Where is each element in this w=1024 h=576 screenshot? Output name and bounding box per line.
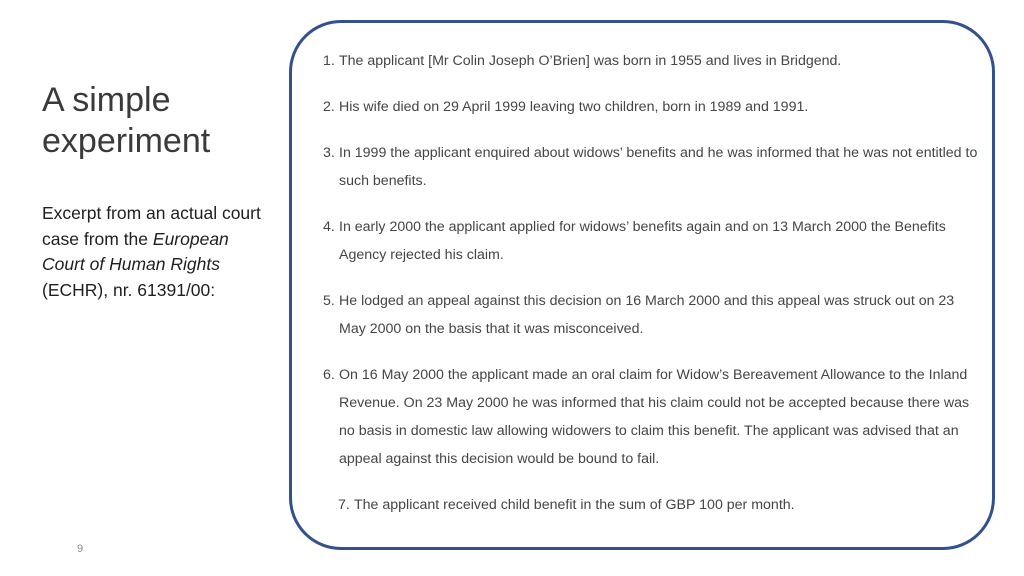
subtitle-prefix: Excerpt from an actual court case from the xyxy=(42,203,261,249)
excerpt-paragraph-7 xyxy=(338,491,983,519)
excerpt-paragraph-3 xyxy=(323,139,983,195)
excerpt-paragraph-2 xyxy=(323,93,983,121)
slide-title xyxy=(42,80,282,162)
paragraph-text: The applicant received child benefit in the sum of GBP 100 per month. xyxy=(354,497,795,513)
paragraph-number: 4. xyxy=(323,219,335,235)
slide-title-line-2: experiment xyxy=(42,122,211,160)
excerpt-paragraph-4 xyxy=(323,213,983,269)
paragraph-text: In early 2000 the applicant applied for widows’ benefits again and on 13 March 2000 the Benefits Agency rejected his claim. xyxy=(339,219,946,263)
excerpt-paragraph-1 xyxy=(323,47,983,75)
slide-subtitle xyxy=(42,201,262,303)
paragraph-number: 7. xyxy=(338,497,350,513)
paragraph-text: His wife died on 29 April 1999 leaving two children, born in 1989 and 1991. xyxy=(339,99,809,115)
excerpt-paragraph-list xyxy=(323,47,983,537)
paragraph-text: He lodged an appeal against this decision on 16 March 2000 and this appeal was struck out on 23 May 2000 on the basis that it was misconceived. xyxy=(339,293,955,337)
slide-title-line-1: A simple xyxy=(42,81,171,119)
paragraph-number: 1. xyxy=(323,53,335,69)
subtitle-court-name: European Court of Human Rights xyxy=(42,228,229,274)
paragraph-text: In 1999 the applicant enquired about widows’ benefits and he was informed that he was not entitled to such benefits. xyxy=(339,145,978,189)
paragraph-text: The applicant [Mr Colin Joseph O’Brien] was born in 1955 and lives in Bridgend. xyxy=(339,53,842,69)
excerpt-paragraph-6 xyxy=(323,361,983,473)
paragraph-text: On 16 May 2000 the applicant made an oral claim for Widow’s Bereavement Allowance to the Inland Revenue. On 23 May 2000 he was informed that his claim could not be accepted because there was no basis in domestic law allowing widowers to claim this benefit. The applicant was advised that an appeal against this decision would be bound to fail. xyxy=(339,367,970,467)
paragraph-number: 3. xyxy=(323,145,335,161)
subtitle-suffix: (ECHR), nr. 61391/00: xyxy=(42,279,216,300)
paragraph-number: 6. xyxy=(323,367,335,383)
page-number: 9 xyxy=(77,543,84,555)
paragraph-number: 5. xyxy=(323,293,335,309)
excerpt-paragraph-5 xyxy=(323,287,983,343)
paragraph-number: 2. xyxy=(323,99,335,115)
excerpt-box xyxy=(289,20,995,550)
